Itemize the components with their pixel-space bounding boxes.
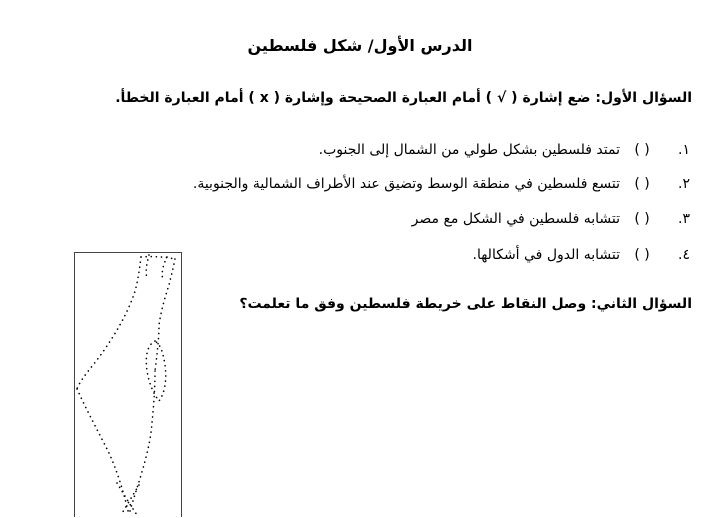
palestine-map-outline-icon [75, 253, 183, 518]
item-text: تتشابه الدول في أشكالها. [472, 247, 620, 263]
item-text: تتسع فلسطين في منطقة الوسط وتضيق عند الأطراف الشمالية والجنوبية. [192, 176, 620, 192]
palestine-dotted-map[interactable] [74, 252, 182, 517]
item-number: ٣. [678, 211, 690, 227]
item-text: تمتد فلسطين بشكل طولي من الشمال إلى الجنوب. [318, 142, 620, 158]
answer-blank[interactable]: ( ) [634, 211, 650, 227]
item-number: ١. [678, 142, 690, 158]
lesson-title: الدرس الأول/ شكل فلسطين [247, 36, 473, 55]
question-item-2 [193, 176, 690, 192]
answer-blank[interactable]: ( ) [634, 247, 650, 263]
answer-blank[interactable]: ( ) [634, 142, 650, 158]
question-2-prompt: السؤال الثاني: وصل النقاط على خريطة فلسطين وفق ما تعلمت؟ [239, 296, 692, 312]
question-item-3 [412, 211, 690, 227]
item-number: ٤. [678, 247, 690, 263]
question-item-4 [473, 247, 690, 263]
answer-blank[interactable]: ( ) [634, 176, 650, 192]
item-number: ٢. [678, 176, 690, 192]
question-item-1 [319, 142, 690, 158]
question-1-prompt: السؤال الأول: ضع إشارة ( √ ) أمام العبارة الصحيحة وإشارة ( x ) أمام العبارة الخطأ. [115, 90, 692, 106]
item-text: تتشابه فلسطين في الشكل مع مصر [411, 211, 620, 227]
